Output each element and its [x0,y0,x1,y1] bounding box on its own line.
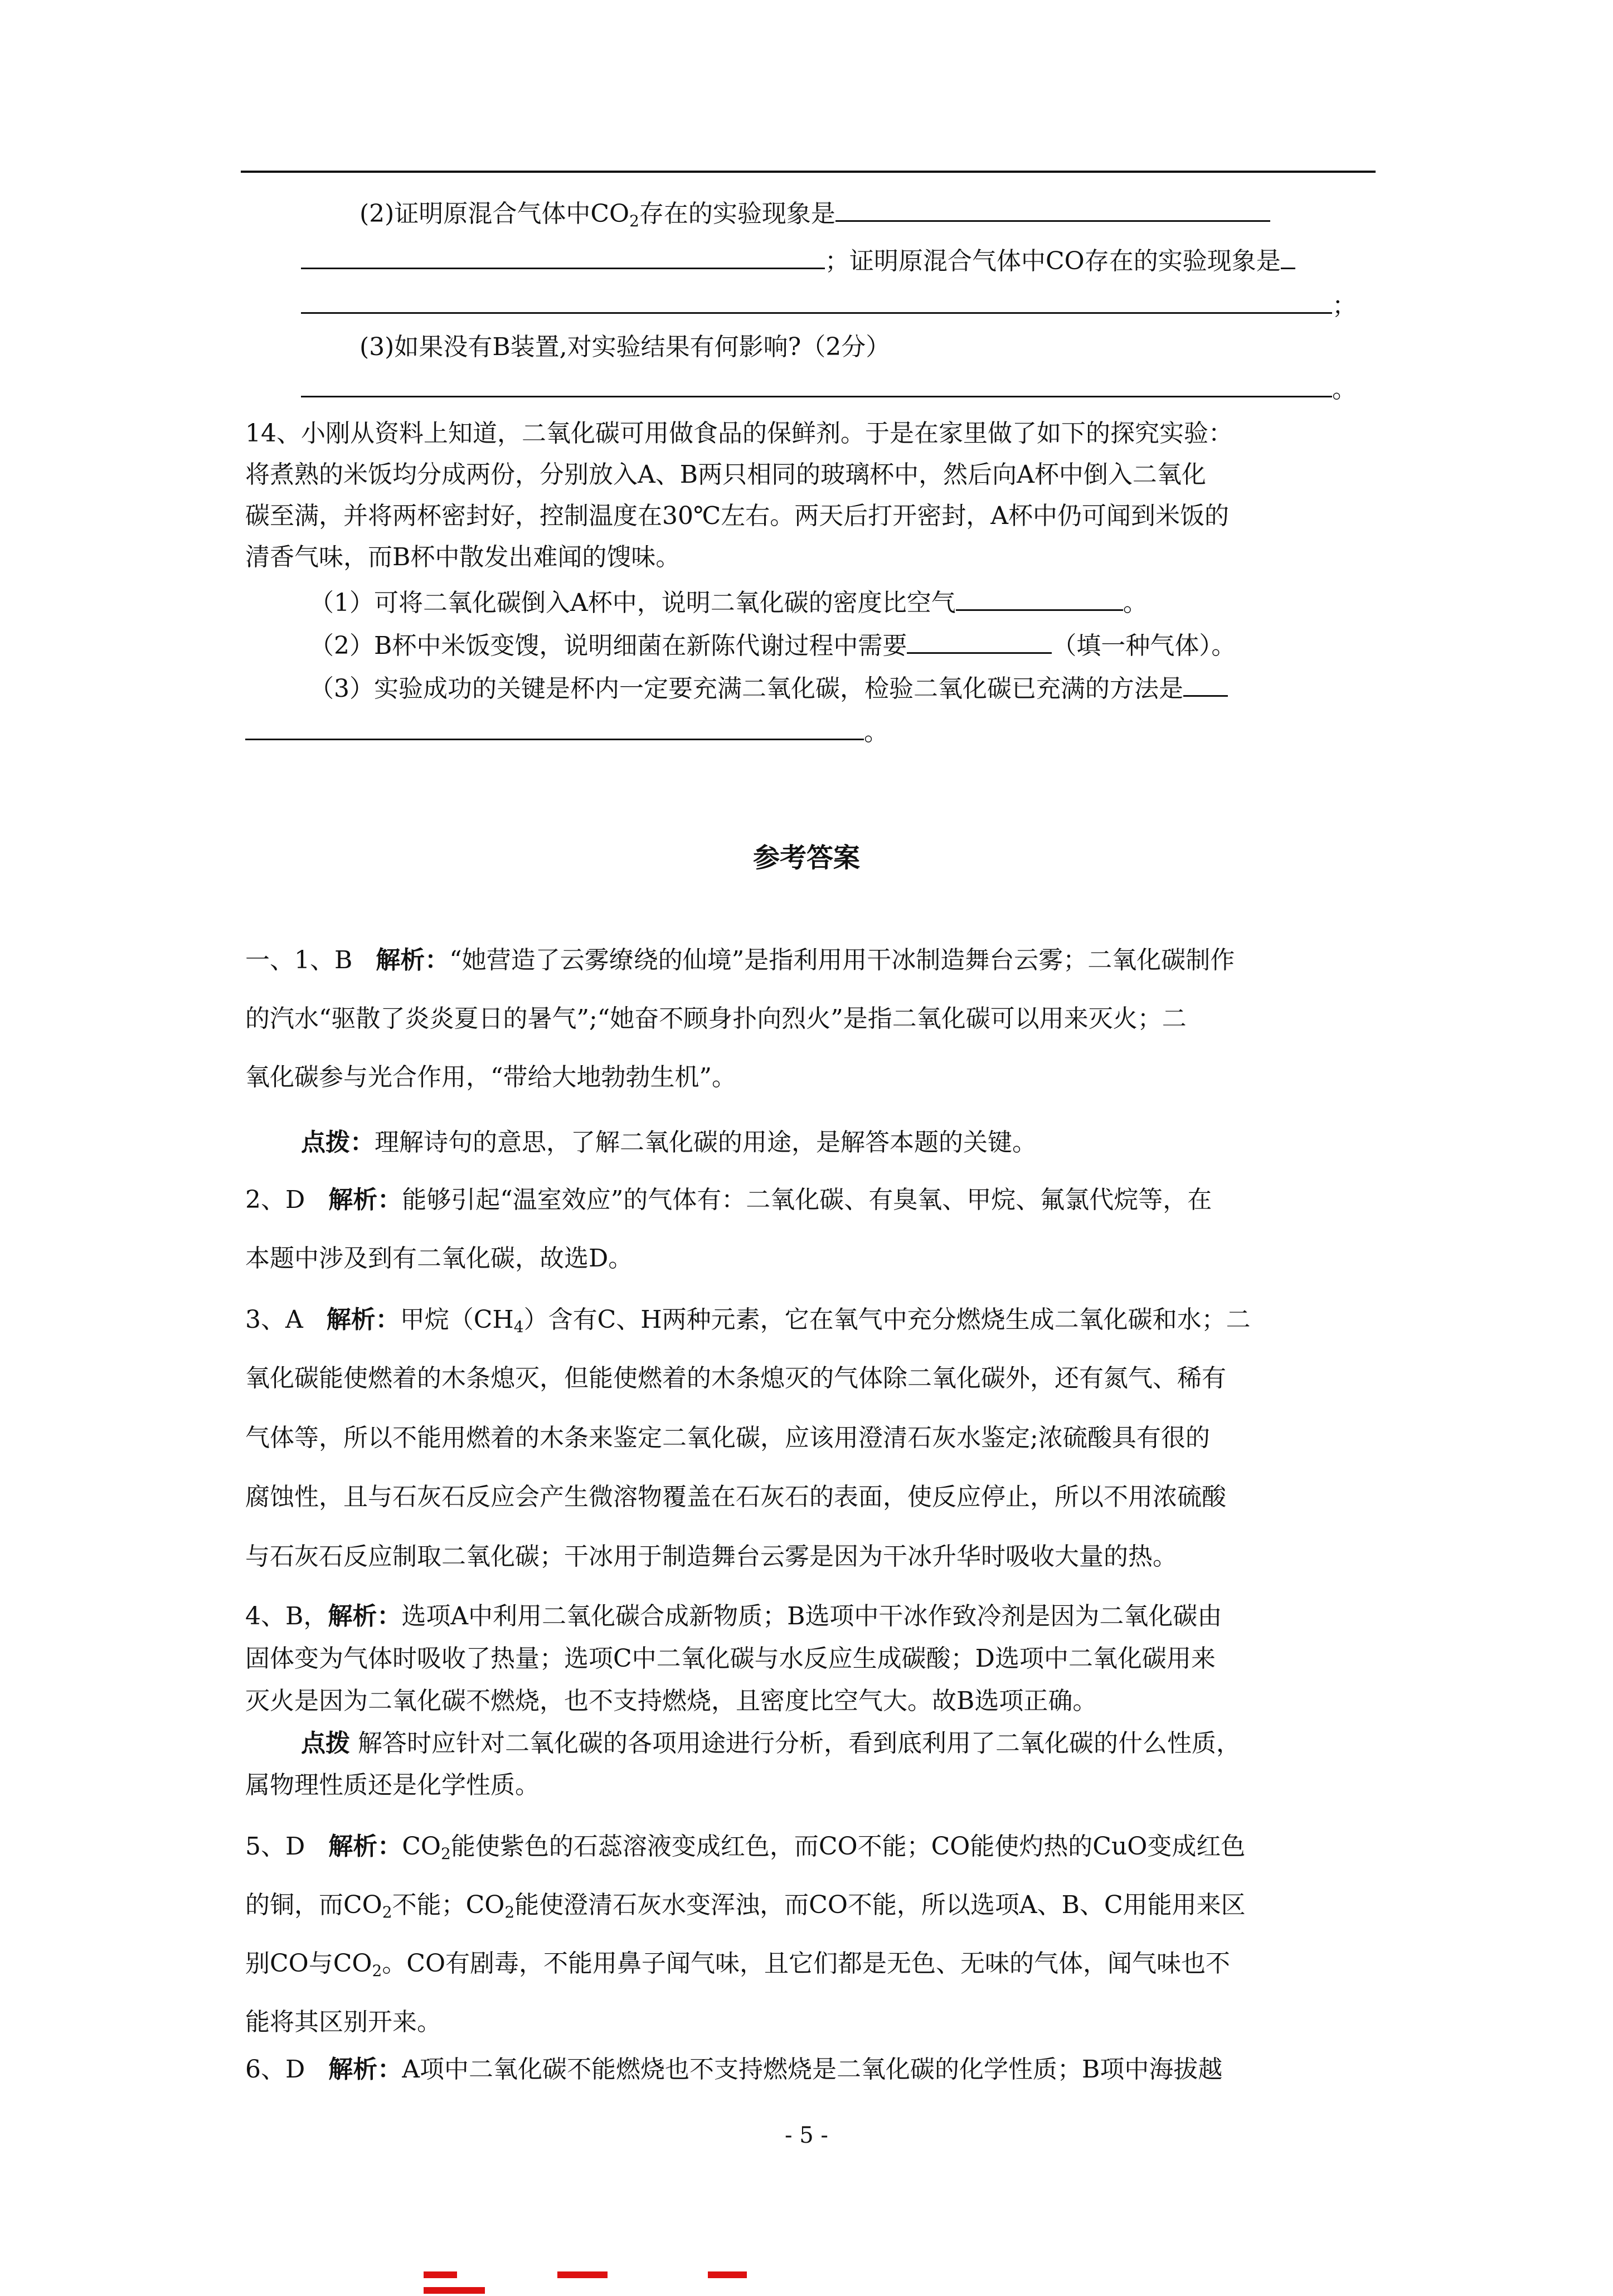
answer-blank[interactable] [301,290,1332,314]
answer-text: 氧化碳参与光合作用，“带给大地勃勃生机”。 [245,1063,736,1091]
q14-sub3 [309,673,1228,705]
answer-number: 3、A [245,1305,303,1334]
q14-s2-end: （填一种气体）。 [1052,632,1236,660]
answer-text: 能使紫色的石蕊溶液变成红色，而CO不能；CO能使灼热的CuO变成红色 [450,1832,1246,1861]
subscript: 2 [382,1903,392,1921]
answer-1-line3 [245,1062,736,1093]
q14-s1-end: 。 [1123,589,1148,617]
answer-text: A项中二氧化碳不能燃烧也不支持燃烧是二氧化碳的化学性质；B项中海拔越 [402,2055,1223,2084]
q13-p2-text: (2)证明原混合气体中CO [359,200,630,228]
answer-text: 能够引起“温室效应”的气体有：二氧化碳、有臭氧、甲烷、氟氯代烷等，在 [402,1186,1212,1214]
q13-p3-text: (3)如果没有B装置,对实验结果有何影响?（2分） [359,333,891,361]
answer-blank[interactable] [956,587,1123,611]
analysis-label: 解析： [326,1305,400,1334]
answer-number: 4、B， [245,1602,328,1630]
red-watermark-fragment [424,2265,981,2282]
answer-5-line4 [245,2007,441,2038]
answer-3-line3 [245,1423,1210,1454]
answer-text: 氧化碳能使燃着的木条熄灭，但能使燃着的木条熄灭的气体除二氧化碳外，还有氮气、稀有 [245,1364,1226,1392]
answer-text: 属物理性质还是化学性质。 [245,1771,540,1799]
answer-text: 本题中涉及到有二氧化碳，故选D。 [245,1244,633,1273]
q14-line2 [245,459,1206,491]
answer-1-line2 [245,1003,1187,1035]
subscript: 2 [441,1844,451,1863]
q14-s3-text: （3）实验成功的关键是杯内一定要充满二氧化碳，检验二氧化碳已充满的方法是 [309,674,1183,703]
answer-text: 腐蚀性，且与石灰石反应会产生微溶物覆盖在石灰石的表面，使反应停止，所以不用浓硫酸 [245,1483,1226,1511]
q14-text: 14、小刚从资料上知道，二氧化碳可用做食品的保鲜剂。于是在家里做了如下的探究实验： [245,419,1233,448]
answer-4-line2 [245,1643,1216,1674]
answer-1-line1 [245,945,1235,976]
analysis-label: 解析： [328,1186,402,1214]
q14-s3-end: 。 [864,718,888,746]
answer-3-line1 [245,1304,1251,1343]
answer-6-line1 [245,2054,1222,2085]
q13-part2-line1 [359,198,1270,237]
tip-text: 理解诗句的意思，了解二氧化碳的用途，是解答本题的关键。 [375,1128,1037,1157]
q13-p2-text-c: ；证明原混合气体中CO存在的实验现象是 [825,247,1281,275]
answer-blank[interactable] [907,630,1052,654]
analysis-label: 解析： [328,1832,402,1861]
answer-blank[interactable] [301,245,825,269]
answer-2-line2 [245,1243,633,1274]
answer-blank[interactable] [835,198,1270,222]
q13-part3-answer [301,373,1357,405]
tip-text: 解答时应针对二氧化碳的各项用途进行分析，看到底利用了二氧化碳的什么性质， [350,1729,1241,1758]
q14-line4 [245,542,680,573]
answer-text: 灭火是因为二氧化碳不燃烧，也不支持燃烧，且密度比空气大。故B选项正确。 [245,1687,1097,1715]
answer-text: “她营造了云雾缭绕的仙境”是指利用用干冰制造舞台云雾；二氧化碳制作 [449,946,1235,974]
answer-number: 5、D [245,1832,305,1861]
answer-number: 2、D [245,1186,305,1214]
answer-2-line1 [245,1185,1212,1216]
answer-4-line1 [245,1601,1222,1632]
answer-text: 不能；CO [392,1891,505,1919]
answer-4-line5 [245,1770,540,1801]
q13-part2-line3 [301,290,1357,322]
q14-sub1 [309,587,1148,619]
answer-3-line4 [245,1482,1226,1513]
answer-5-line2 [245,1890,1246,1928]
q14-text: 清香气味，而B杯中散发出难闻的馊味。 [245,543,681,571]
q14-line3 [245,501,1229,532]
q14-sub2 [309,630,1236,662]
q13-p2-end: ； [1332,292,1357,320]
answers-heading: 参考答案 [752,842,860,873]
answer-3-line2 [245,1363,1226,1394]
page-number: - 5 - [785,2123,828,2148]
q14-sub3-answer [245,716,888,748]
answer-5-line1 [245,1831,1245,1870]
answer-text: 能将其区别开来。 [245,2008,441,2036]
header-rule [241,171,1376,173]
answer-4-line3 [245,1686,1097,1717]
answer-text: 选项A中利用二氧化碳合成新物质；B选项中干冰作致冷剂是因为二氧化碳由 [401,1602,1222,1630]
answer-text: 与石灰石反应制取二氧化碳；干冰用于制造舞台云雾是因为干冰升华时吸收大量的热。 [245,1542,1177,1571]
q14-text: 碳至满，并将两杯密封好，控制温度在30℃左右。两天后打开密封，A杯中仍可闻到米饭的 [245,502,1229,530]
tip-label: 点拨 [301,1729,350,1758]
answer-blank[interactable] [1281,245,1295,269]
answer-text: 固体变为气体时吸收了热量；选项C中二氧化碳与水反应生成碳酸；D选项中二氧化碳用来 [245,1644,1216,1673]
answer-number: 一、1、B [245,946,353,974]
analysis-label: 解析： [328,1602,402,1630]
answer-3-line5 [245,1541,1177,1572]
answer-blank[interactable] [1183,673,1228,697]
subscript: 2 [504,1903,515,1921]
analysis-label: 解析： [376,946,450,974]
q14-line1 [245,418,1233,449]
answer-blank[interactable] [245,716,864,740]
answer-5-line3 [245,1948,1230,1987]
answer-text: CO [402,1832,441,1861]
subscript: 2 [372,1962,382,1980]
answer-number: 6、D [245,2055,305,2084]
q14-s2-text: （2）B杯中米饭变馊，说明细菌在新陈代谢过程中需要 [309,632,907,660]
q13-part2-line2 [301,245,1295,277]
q13-part3 [359,332,890,363]
answer-text: 气体等，所以不能用燃着的木条来鉴定二氧化碳，应该用澄清石灰水鉴定;浓硫酸具有很的 [245,1424,1210,1452]
answer-text: 甲烷（CH [400,1305,514,1334]
answer-4-tip [301,1728,1241,1759]
tip-label: 点拨： [301,1128,375,1157]
answer-text: ）含有C、H两种元素，它在氧气中充分燃烧生成二氧化碳和水；二 [523,1305,1251,1334]
q13-p2-text-b: 存在的实验现象是 [639,200,835,228]
q14-text: 将煮熟的米饭均分成两份，分别放入A、B两只相同的玻璃杯中，然后向A杯中倒入二氧化 [245,460,1206,489]
q13-p2-subscript: 2 [629,212,639,230]
subscript: 4 [513,1318,524,1336]
answer-text: 别CO与CO [245,1949,372,1978]
answer-text: 。CO有剧毒，不能用鼻子闻气味，且它们都是无色、无味的气体，闻气味也不 [382,1949,1231,1978]
q14-s1-text: （1）可将二氧化碳倒入A杯中，说明二氧化碳的密度比空气 [309,589,956,617]
answer-blank[interactable] [301,373,1332,397]
answer-text: 的汽水“驱散了炎炎夏日的暑气”;“她奋不顾身扑向烈火”是指二氧化碳可以用来灭火；二 [245,1004,1187,1033]
answer-text: 能使澄清石灰水变浑浊，而CO不能，所以选项A、B、C用能用来区 [514,1891,1246,1919]
analysis-label: 解析： [328,2055,402,2084]
answer-text: 的铜，而CO [245,1891,382,1919]
q13-p3-end: 。 [1332,375,1357,404]
answer-1-tip [301,1127,1037,1158]
